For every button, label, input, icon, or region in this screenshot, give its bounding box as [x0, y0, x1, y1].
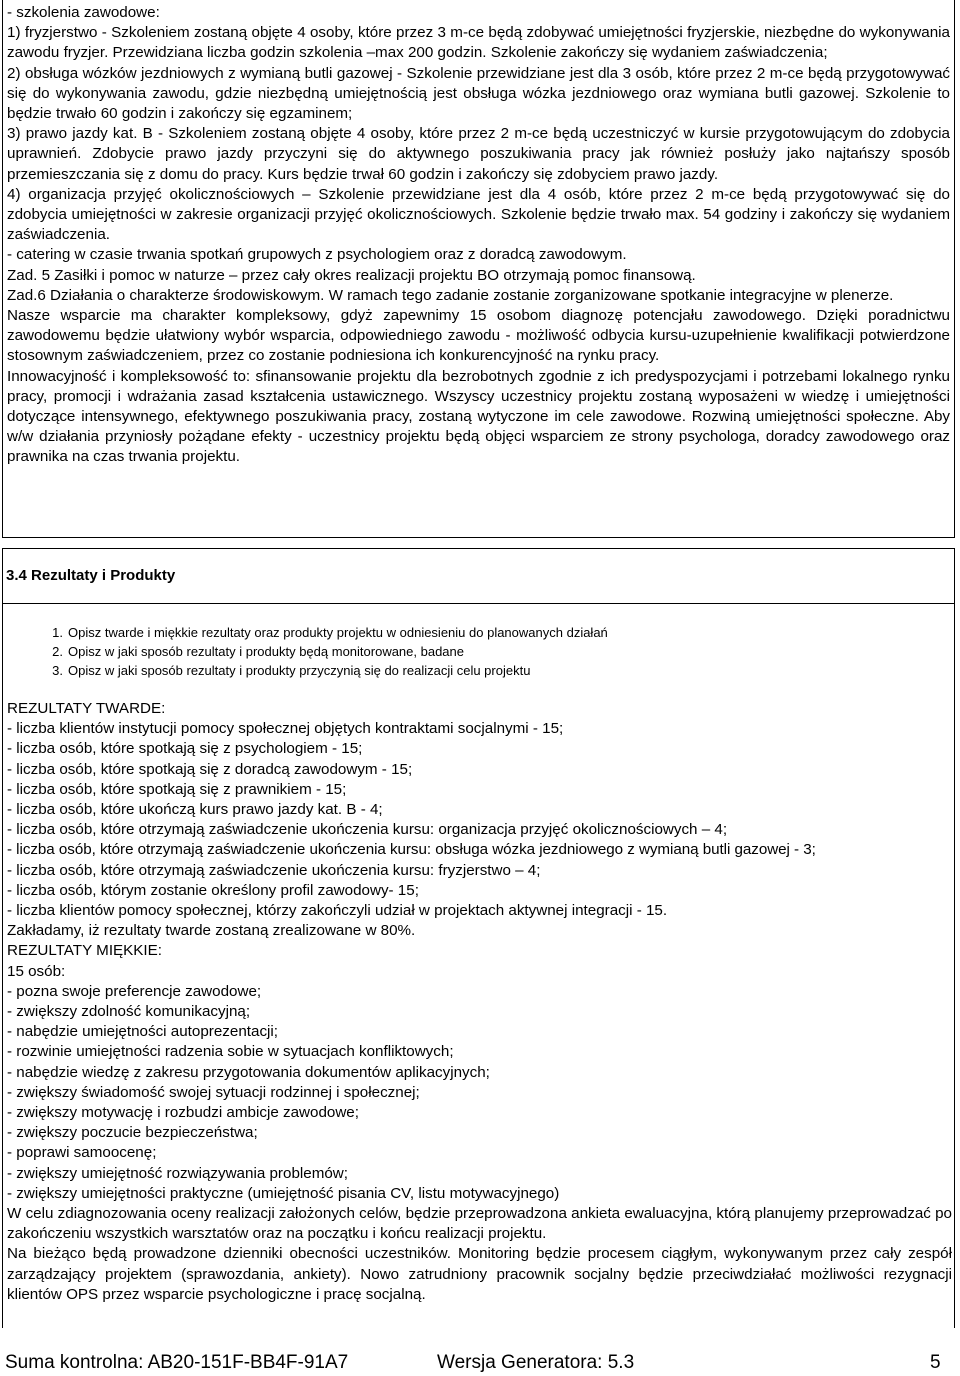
- text-line: - zwiększy poczucie bezpieczeństwa;: [7, 1124, 258, 1142]
- list-text: Opisz w jaki sposób rezultaty i produkty będą monitorowane, badane: [68, 644, 464, 659]
- paragraph: W celu zdiagnozowania oceny realizacji założonych celów, będzie przeprowadzona ankieta ewaluacyjna, którą planujemy przeprowadzać po zakończeniu wszystkich warsztatów oraz na początku i końcu realizacji projektu.: [7, 1205, 952, 1243]
- text-line: - zwiększy świadomość swojej sytuacji rodzinnej i społecznej;: [7, 1083, 420, 1101]
- paragraph: Nasze wsparcie ma charakter kompleksowy, gdyż zapewnimy 15 osobom diagnozę potencjału zawodowego. Dzięki poradnictwu zawodowemu będzie ułatwiony wybór wsparcia, odpowiedniego zawodu - możliwość odbycia kursu-uzupełnienie kwalifikacji potwierdzone stosownym zaświadczeniem, przez co zostanie podniesiona ich konkurencyjność na rynku pracy.: [7, 307, 950, 365]
- text-line: - liczba osób, które otrzymają zaświadczenie ukończenia kursu: obsługa wózka jezdniowego z wymianą butli gazowej - 3;: [7, 841, 816, 859]
- text-line: - liczba osób, którym zostanie określony profil zawodowy- 15;: [7, 881, 419, 899]
- list-item: [43, 661, 608, 680]
- paragraph: - szkolenia zawodowe:: [7, 4, 160, 21]
- text-line: REZULTATY TWARDE:: [7, 700, 166, 717]
- text-line: - zwiększy umiejętności praktyczne (umiejętność pisania CV, listu motywacyjnego): [7, 1184, 560, 1202]
- text-line: REZULTATY MIĘKKIE:: [7, 942, 162, 960]
- text-line: - zwiększy zdolność komunikacyjną;: [7, 1003, 251, 1021]
- text-line: - nabędzie umiejętności autoprezentacji;: [7, 1023, 279, 1041]
- results-content: [7, 699, 952, 1305]
- list-number: 3.: [52, 663, 63, 678]
- paragraph: - catering w czasie trwania spotkań grupowych z psychologiem oraz z doradcą zawodowym.: [7, 246, 627, 264]
- paragraph: 3) prawo jazdy kat. B - Szkoleniem zostaną objęte 4 osoby, które przez 2 m-ce będą uczestniczyć w kursie przygotowującym do zdobycia uprawnień. Zdobycie prawo jazdy przyczyni się do aktywnego poszukiwania pracy jak również posłuży jako najtańszy sposób przemieszczania się z domu do pracy. Kurs będzie trwał 60 godzin i zakończy się zdobyciem prawo jazdy.: [7, 125, 950, 183]
- list-text: Opisz w jaki sposób rezultaty i produkty przyczynią się do realizacji celu projektu: [68, 663, 531, 678]
- text-line: - liczba osób, które spotkają się z doradcą zawodowym - 15;: [7, 760, 413, 778]
- page-number: 5: [930, 1352, 941, 1373]
- results-section-box: [2, 603, 955, 1328]
- previous-section-box: [2, 0, 955, 538]
- list-number: 2.: [52, 644, 63, 659]
- list-number: 1.: [52, 625, 63, 640]
- paragraph: 2) obsługa wózków jezdniowych z wymianą butli gazowej - Szkolenie przewidziane jest dla 3 osób, które przez 2 m-ce będą przygotowywać się do wykonywania zawodu, gdzie niezbędną umiejętnością jest obsługa wózka jezdniowego oraz wymiana butli gazowej. Szkolenie to będzie trwało 60 godzin i zakończy się egzaminem;: [7, 64, 950, 123]
- paragraph: 1) fryzjerstwo - Szkoleniem zostaną objęte 4 osoby, które przez 3 m-ce będą zdobywać umiejętności fryzjerskie, niezbędne do wykonywania zawodu fryzjer. Przewidziana liczba godzin szkolenia –max 200 godzin. Szkolenie zakończy się wydaniem zaświadczenia;: [7, 24, 950, 62]
- guidance-questions-list: [43, 623, 608, 680]
- text-line: Zakładamy, iż rezultaty twarde zostaną zrealizowane w 80%.: [7, 922, 416, 940]
- paragraph: Zad.6 Działania o charakterze środowiskowym. W ramach tego zadanie zostanie zorganizowane spotkanie integracyjne w plenerze.: [7, 286, 894, 304]
- text-line: - liczba klientów instytucji pomocy społecznej objętych kontraktami socjalnymi - 15;: [7, 720, 564, 738]
- text-line: - rozwinie umiejętności radzenia sobie w sytuacjach konfliktowych;: [7, 1043, 454, 1061]
- text-line: - poprawi samoocenę;: [7, 1144, 157, 1162]
- list-text: Opisz twarde i miękkie rezultaty oraz produkty projektu w odniesieniu do planowanych działań: [68, 625, 608, 640]
- section-heading-box: [2, 548, 955, 604]
- checksum-text: Suma kontrolna: AB20-151F-BB4F-91A7: [5, 1352, 349, 1373]
- paragraph: Innowacyjność i kompleksowość to: sfinansowanie projektu dla bezrobotnych zgodnie z ich predyspozycjami i potrzebami lokalnego rynku pracy, promocji i wdrażania zasad kształcenia ustawicznego. Wszyscy uczestnicy projektu zostaną wyposażeni w wiedzę i umiejętności dotyczące intensywnego, efektywnego poszukiwania pracy, zostaną wytyczone im cele zawodowe. Rozwiną umiejętności społeczne. Aby w/w działania przyniosły pożądane efekty - uczestnicy projektu będą objęci wsparciem ze strony psychologa, doradcy zawodowego oraz prawnika na czas trwania projektu.: [7, 367, 950, 466]
- text-line: - liczba osób, które spotkają się z prawnikiem - 15;: [7, 780, 347, 798]
- text-line: - zwiększy motywację i rozbudzi ambicje zawodowe;: [7, 1104, 359, 1122]
- paragraph: 4) organizacja przyjęć okolicznościowych – Szkolenie przewidziane jest dla 4 osób, które przez 2 m-ce będą przygotowywać się do zdobycia umiejętności w zakresie organizacji przyjęć okolicznościowych. Szkolenie będzie trwało max. 54 godziny i zakończy się wydaniem zaświadczenia.: [7, 185, 950, 244]
- text-line: - liczba osób, które otrzymają zaświadczenie ukończenia kursu: fryzjerstwo – 4;: [7, 861, 541, 879]
- text-line: - liczba osób, które otrzymają zaświadczenie ukończenia kursu: organizacja przyjęć okolicznościowych – 4;: [7, 821, 728, 839]
- generator-version-text: Wersja Generatora: 5.3: [437, 1352, 635, 1373]
- text-line: - zwiększy umiejętność rozwiązywania problemów;: [7, 1164, 348, 1182]
- paragraph: Na bieżąco będą prowadzone dzienniki obecności uczestników. Monitoring będzie procesem ciągłym, wykonywanym przez cały zespół zarządzający projektem (sprawozdania, ankiety). Nowo zatrudniony pracownik socjalny będzie przeciwdziałać możliwości rezygnacji klientów OPS przez wsparcie psychologiczne i pracę socjalną.: [7, 1245, 952, 1303]
- text-line: - liczba osób, które spotkają się z psychologiem - 15;: [7, 740, 363, 758]
- paragraph: Zad. 5 Zasiłki i pomoc w naturze – przez cały okres realizacji projektu BO otrzymają pomoc finansową.: [7, 266, 696, 284]
- section-heading: 3.4 Rezultaty i Produkty: [6, 567, 176, 584]
- text-line: - liczba osób, które ukończą kurs prawo jazdy kat. B - 4;: [7, 801, 383, 819]
- text-line: - nabędzie wiedzę z zakresu przygotowania dokumentów aplikacyjnych;: [7, 1063, 490, 1081]
- text-line: - liczba klientów pomocy społecznej, którzy zakończyli udział w projektach aktywnej integracji - 15.: [7, 902, 668, 920]
- text-line: - pozna swoje preferencje zawodowe;: [7, 982, 262, 1000]
- list-item: [43, 642, 608, 661]
- text-line: 15 osób:: [7, 962, 66, 980]
- list-item: [43, 623, 608, 642]
- page-footer: [0, 1352, 960, 1376]
